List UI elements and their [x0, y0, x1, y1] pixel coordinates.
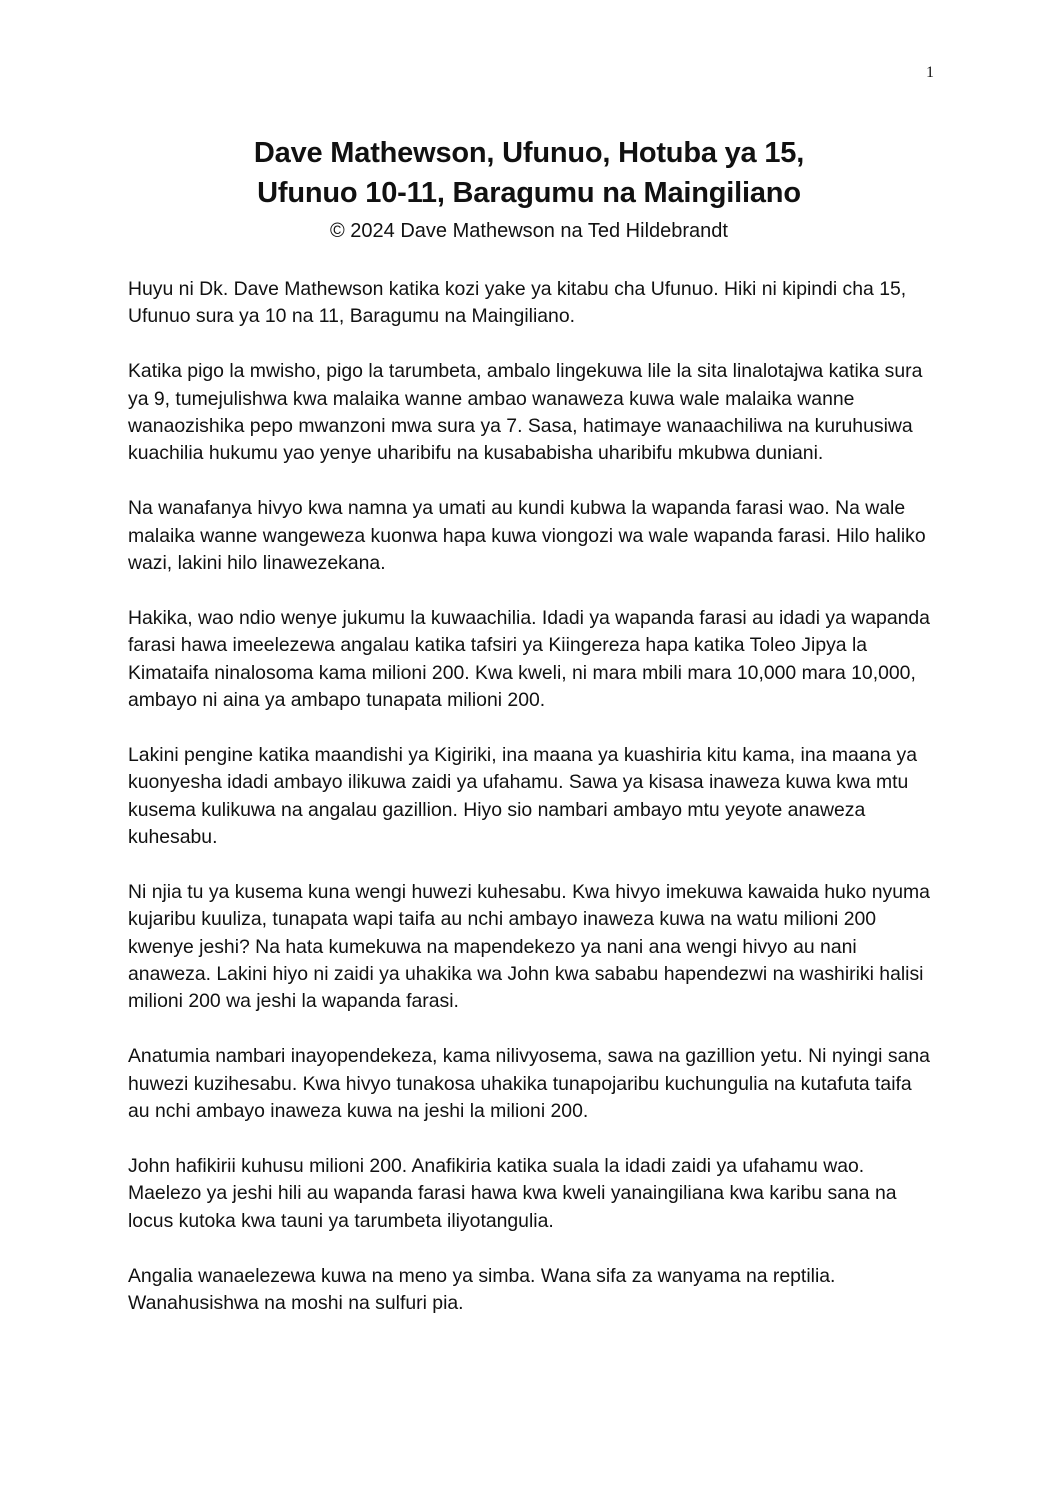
- paragraph-7: Anatumia nambari inayopendekeza, kama nilivyosema, sawa na gazillion yetu. Ni nyingi sana huwezi kuzihesabu. Kwa hivyo tunakosa uhakika tunapojaribu kuchungulia na kutafuta taifa au nchi ambayo inaweza kuwa na jeshi la milioni 200.: [128, 1045, 930, 1123]
- copyright-notice: © 2024 Dave Mathewson na Ted Hildebrandt: [330, 220, 728, 242]
- title-block: [100, 133, 958, 245]
- document-body: [128, 276, 938, 1345]
- paragraph-4: Hakika, wao ndio wenye jukumu la kuwaachilia. Idadi ya wapanda farasi au idadi ya wapanda farasi hawa imeelezewa angalau katika tafsiri ya Kiingereza hapa katika Toleo Jipya la Kimataifa ninalosoma kama milioni 200. Kwa kweli, ni mara mbili mara 10,000 mara 10,000, ambayo ni aina ya ambapo tunapata milioni 200.: [128, 606, 930, 712]
- paragraph-1: Huyu ni Dk. Dave Mathewson katika kozi yake ya kitabu cha Ufunuo. Hiki ni kipindi cha 15, Ufunuo sura ya 10 na 11, Baragumu na Maingiliano.: [128, 278, 907, 328]
- paragraph-5: Lakini pengine katika maandishi ya Kigiriki, ina maana ya kuashiria kitu kama, ina maana ya kuonyesha idadi ambayo ilikuwa zaidi ya ufahamu. Sawa ya kisasa inaweza kuwa kwa mtu kusema kulikuwa na angalau gazillion. Hiyo sio nambari ambayo mtu yeyote anaweza kuhesabu.: [128, 743, 917, 849]
- paragraph-2: Katika pigo la mwisho, pigo la tarumbeta, ambalo lingekuwa lile la sita linalotajwa katika sura ya 9, tumejulishwa kwa malaika wanne ambao wanaweza kuwa wale malaika wanne wanaozishika pepo mwanzoni mwa sura ya 7. Sasa, hatimaye wanaachiliwa na kuruhusiwa kuachilia hukumu yao yenye uharibifu na kusababisha uharibifu mkubwa duniani.: [128, 360, 923, 465]
- document-title-line-2: Ufunuo 10-11, Baragumu na Maingiliano: [257, 177, 801, 209]
- paragraph-8: John hafikirii kuhusu milioni 200. Anafikiria katika suala la idadi zaidi ya ufahamu wao. Maelezo ya jeshi hili au wapanda farasi hawa kwa kweli yanaingiliana kwa karibu sana na locus kutoka kwa tauni ya tarumbeta iliyotangulia.: [128, 1154, 897, 1232]
- paragraph-3: Na wanafanya hivyo kwa namna ya umati au kundi kubwa la wapanda farasi wao. Na wale malaika wanne wangeweza kuonwa hapa kuwa viongozi wa wale wapanda farasi. Hilo haliko wazi, lakini hilo linawezekana.: [128, 497, 926, 575]
- page-number: 1: [926, 64, 934, 81]
- paragraph-6: Ni njia tu ya kusema kuna wengi huwezi kuhesabu. Kwa hivyo imekuwa kawaida huko nyuma kujaribu kuuliza, tunapata wapi taifa au nchi ambayo inaweza kuwa na watu milioni 200 kwenye jeshi? Na hata kumekuwa na mapendekezo ya nani ana wengi hivyo au nani anaweza. Lakini hiyo ni zaidi ya uhakika wa John kwa sababu hapendezwi na washiriki halisi milioni 200 wa jeshi la wapanda farasi.: [128, 880, 930, 1013]
- paragraph-9: Angalia wanaelezewa kuwa na meno ya simba. Wana sifa za wanyama na reptilia. Wanahusishwa na moshi na sulfuri pia.: [128, 1264, 836, 1314]
- document-title-line-1: Dave Mathewson, Ufunuo, Hotuba ya 15,: [253, 137, 805, 169]
